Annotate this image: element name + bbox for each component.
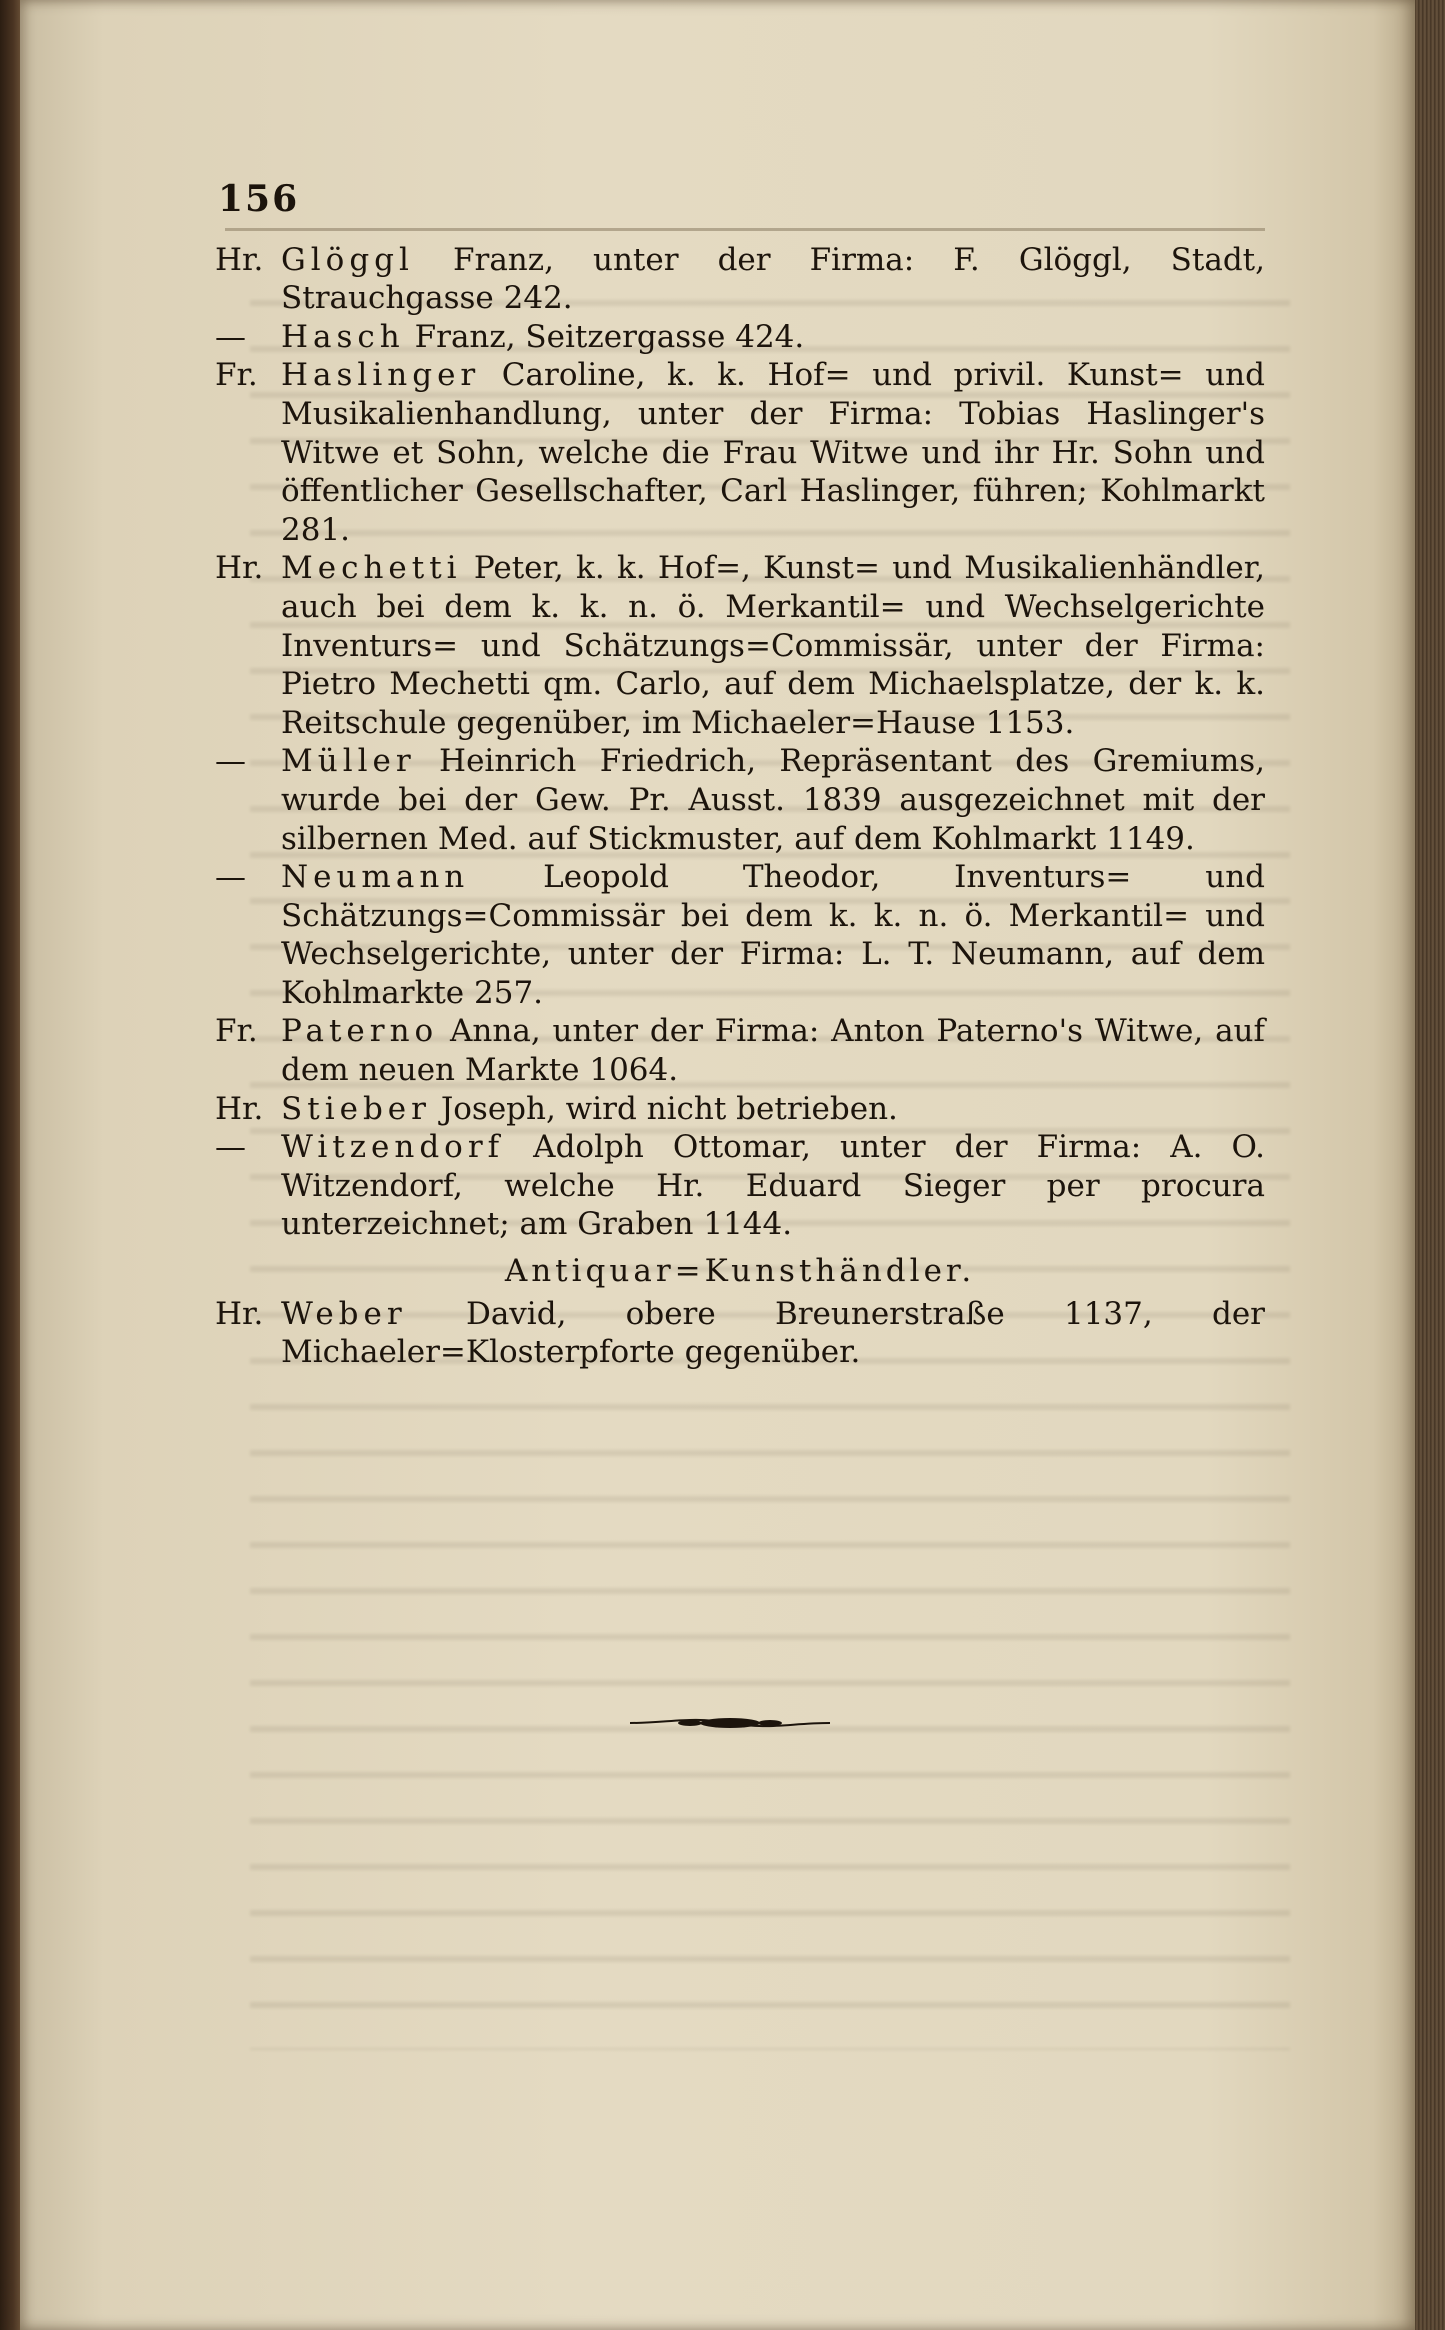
- entry-prefix: —: [215, 859, 246, 896]
- entry-text: Anna, unter der Firma: Anton Paterno's Witwe, auf dem neuen Markte 1064.: [281, 1013, 1265, 1089]
- list-entry: [215, 356, 1265, 549]
- entry-prefix: —: [215, 1129, 246, 1166]
- entry-text: Joseph, wird nicht betrieben.: [430, 1090, 898, 1127]
- entry-prefix: Hr.: [215, 1090, 264, 1127]
- entry-name: Glöggl: [281, 241, 414, 278]
- entry-name: Stieber: [281, 1090, 431, 1127]
- entry-prefix: —: [215, 318, 246, 355]
- entry-name: Weber: [281, 1295, 407, 1332]
- section-title: Antiquar=Kunsthändler.: [504, 1253, 976, 1290]
- list-entry: [215, 742, 1265, 858]
- entry-prefix: Hr.: [215, 241, 264, 278]
- list-entry: [215, 1012, 1265, 1089]
- entry-prefix: Hr.: [215, 1295, 264, 1332]
- entry-prefix: Fr.: [215, 1013, 258, 1050]
- list-entry: [215, 549, 1265, 742]
- page-edges: [1415, 0, 1445, 2330]
- entry-list: [215, 241, 1265, 1244]
- section-entry-list: [215, 1295, 1265, 1372]
- entry-text: Peter, k. k. Hof=, Kunst= und Musikalienhändler, auch bei dem k. k. n. ö. Merkantil= und Wechselgerichte Inventurs= und Schätzungs=Commissär, unter der Firma: Pietro Mechetti qm. Carlo, auf dem Michaelsplatze, der k. k. Reitschule gegenüber, im Michaeler=Hause 1153.: [281, 550, 1265, 741]
- list-entry: [215, 1295, 1265, 1372]
- list-entry: [215, 858, 1265, 1012]
- list-entry: [215, 1090, 1265, 1129]
- entry-prefix: Fr.: [215, 357, 258, 394]
- list-entry: [215, 318, 1265, 357]
- entry-name: Hasch: [281, 318, 405, 355]
- page-number: 156: [218, 178, 300, 220]
- entry-name: Mechetti: [281, 550, 462, 587]
- entry-name: Witzendorf: [281, 1129, 505, 1166]
- entry-text: David, obere Breunerstraße 1137, der Michaeler=Klosterpforte gegenüber.: [281, 1295, 1265, 1371]
- entry-name: Haslinger: [281, 357, 481, 394]
- entry-prefix: Hr.: [215, 550, 264, 587]
- entry-text: Franz, unter der Firma: F. Glöggl, Stadt, Strauchgasse 242.: [281, 241, 1265, 317]
- list-entry: [215, 1128, 1265, 1244]
- page-text: [215, 180, 1265, 1372]
- entry-text: Leopold Theodor, Inventurs= und Schätzungs=Commissär bei dem k. k. n. ö. Merkantil= und Wechselgerichte, unter der Firma: L. T. Neumann, auf dem Kohlmarkte 257.: [281, 859, 1265, 1011]
- book-binding: [0, 0, 22, 2330]
- entry-text: Heinrich Friedrich, Repräsentant des Gremiums, wurde bei der Gew. Pr. Ausst. 1839 ausgezeichnet mit der silbernen Med. auf Stickmuster, auf dem Kohlmarkt 1149.: [281, 743, 1265, 857]
- entry-text: Caroline, k. k. Hof= und privil. Kunst= und Musikalienhandlung, unter der Firma: Tobias Haslinger's Witwe et Sohn, welche die Frau Witwe und ihr Hr. Sohn und öffentlicher Gesellschafter, Carl Haslinger, führen; Kohlmarkt 281.: [281, 357, 1265, 548]
- entry-text: Franz, Seitzergasse 424.: [404, 318, 805, 355]
- entry-name: Paterno: [281, 1013, 439, 1050]
- ornament-divider: [630, 1712, 830, 1734]
- entry-name: Müller: [281, 743, 416, 780]
- list-entry: [215, 241, 1265, 318]
- entry-text: Adolph Ottomar, unter der Firma: A. O. Witzendorf, welche Hr. Eduard Sieger per procura unterzeichnet; am Graben 1144.: [281, 1129, 1265, 1243]
- entry-name: Neumann: [281, 859, 470, 896]
- entry-prefix: —: [215, 743, 246, 780]
